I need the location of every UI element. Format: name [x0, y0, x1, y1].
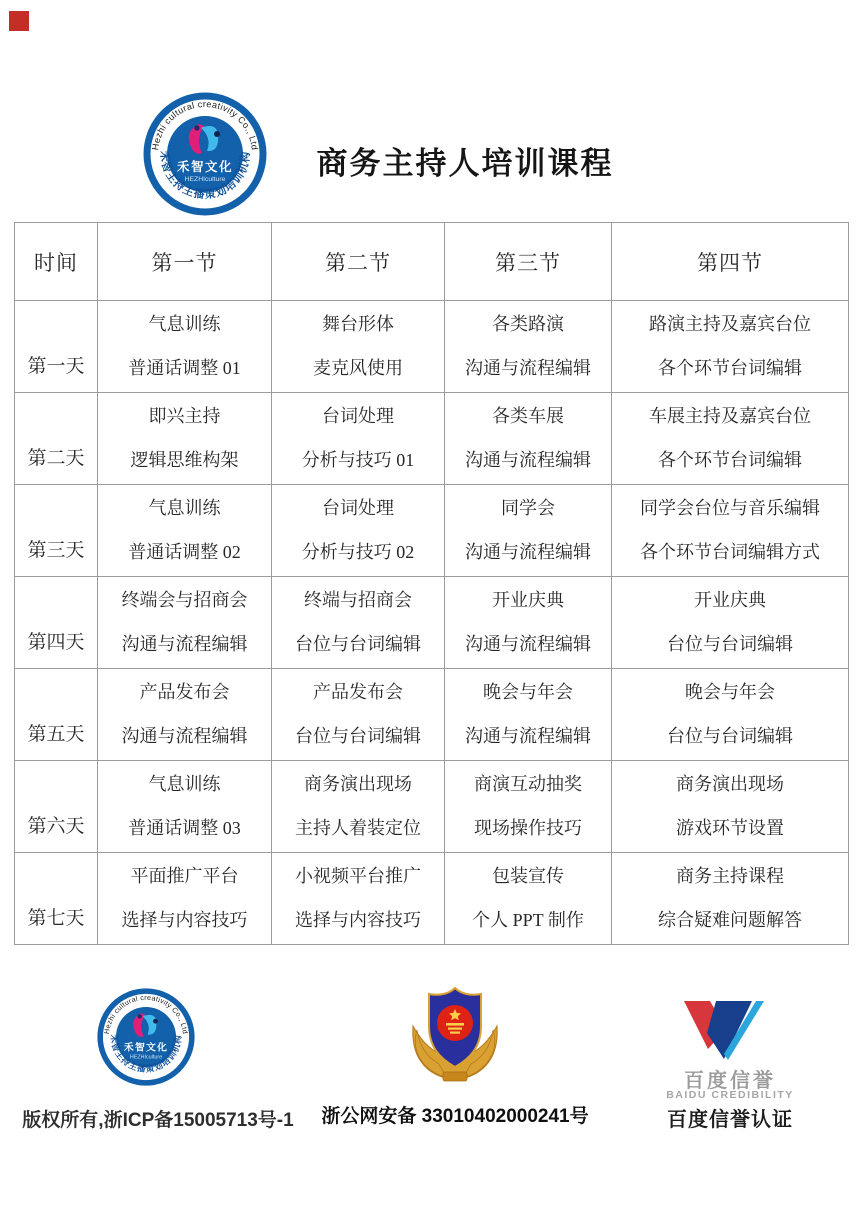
- hezhi-logo-icon: [143, 92, 267, 216]
- course-line: 商务主持课程: [676, 866, 784, 886]
- course-line: 小视频平台推广: [295, 866, 421, 886]
- course-line: 开业庆典: [492, 590, 564, 610]
- course-line: 麦克风使用: [313, 358, 403, 379]
- course-line: 终端与招商会: [304, 590, 412, 610]
- course-table: [14, 222, 849, 945]
- day-label: 第五天: [15, 669, 98, 761]
- course-cell: [272, 669, 445, 761]
- day-label: 第四天: [15, 577, 98, 669]
- course-cell: [612, 761, 849, 853]
- course-line: 台位与台词编辑: [667, 726, 793, 747]
- course-line: 路演主持及嘉宾台位: [649, 314, 811, 334]
- course-line: 沟通与流程编辑: [465, 726, 591, 747]
- day-label: 第二天: [15, 393, 98, 485]
- course-cell: [445, 393, 612, 485]
- course-line: 台位与台词编辑: [295, 634, 421, 655]
- day-label: 第六天: [15, 761, 98, 853]
- course-line: 产品发布会: [313, 682, 403, 702]
- course-line: 商演互动抽奖: [474, 774, 582, 794]
- course-line: 气息训练: [148, 498, 221, 518]
- course-line: 普通话调整 01: [128, 358, 241, 379]
- course-cell: [445, 485, 612, 577]
- course-line: 包装宣传: [492, 866, 564, 886]
- course-cell: [612, 669, 849, 761]
- course-cell: [272, 485, 445, 577]
- page-title: 商务主持人培训课程: [316, 146, 614, 181]
- baidu-credibility-cert-link[interactable]: 百度信誉认证: [667, 1109, 793, 1131]
- course-cell: [98, 577, 272, 669]
- day-label: 第三天: [15, 485, 98, 577]
- course-line: 沟通与流程编辑: [465, 358, 591, 379]
- course-cell: [98, 669, 272, 761]
- course-line: 终端会与招商会: [121, 590, 248, 610]
- course-line: 气息训练: [148, 774, 221, 794]
- course-line: 各个环节台词编辑: [658, 450, 802, 471]
- course-cell: [445, 853, 612, 945]
- police-badge-icon[interactable]: [403, 984, 507, 1086]
- course-cell: [445, 301, 612, 393]
- course-line: 台位与台词编辑: [295, 726, 421, 747]
- course-line: 开业庆典: [694, 590, 766, 610]
- hezhi-logo-footer-icon: [97, 988, 195, 1086]
- header-cell: 第三节: [445, 223, 612, 301]
- course-cell: [272, 577, 445, 669]
- course-line: 分析与技巧 01: [301, 450, 415, 471]
- course-line: 商务演出现场: [304, 774, 412, 794]
- day-label: 第七天: [15, 853, 98, 945]
- course-cell: [445, 761, 612, 853]
- course-line: 普通话调整 03: [128, 818, 241, 839]
- course-cell: [612, 577, 849, 669]
- course-line: 各个环节台词编辑方式: [640, 542, 820, 563]
- course-line: 各类路演: [492, 314, 564, 334]
- course-line: 同学会: [501, 498, 555, 518]
- course-cell: [272, 853, 445, 945]
- course-cell: [98, 761, 272, 853]
- course-cell: [272, 301, 445, 393]
- course-line: 晚会与年会: [483, 682, 573, 702]
- course-line: 同学会台位与音乐编辑: [640, 498, 820, 518]
- course-cell: [98, 485, 272, 577]
- baidu-credibility-subtitle: BAIDU CREDIBILITY: [666, 1089, 794, 1101]
- course-line: 台词处理: [322, 406, 394, 426]
- baidu-credibility-icon[interactable]: [674, 999, 782, 1061]
- course-cell: [98, 393, 272, 485]
- course-line: 分析与技巧 02: [301, 542, 415, 563]
- course-line: 各类车展: [492, 406, 564, 426]
- header-cell: 时间: [15, 223, 98, 301]
- course-line: 台位与台词编辑: [667, 634, 793, 655]
- course-line: 晚会与年会: [685, 682, 775, 702]
- course-line: 游戏环节设置: [676, 818, 784, 839]
- course-cell: [98, 301, 272, 393]
- header-cell: 第二节: [272, 223, 445, 301]
- course-line: 气息训练: [148, 314, 221, 334]
- course-line: 沟通与流程编辑: [465, 450, 591, 471]
- course-line: 舞台形体: [322, 314, 394, 334]
- course-line: 台词处理: [322, 498, 394, 518]
- course-line: 普通话调整 02: [128, 542, 241, 563]
- course-line: 平面推广平台: [130, 866, 239, 886]
- course-line: 沟通与流程编辑: [121, 634, 248, 655]
- course-cell: [612, 393, 849, 485]
- course-cell: [98, 853, 272, 945]
- course-cell: [612, 485, 849, 577]
- course-cell: [272, 761, 445, 853]
- red-corner-mark: [9, 11, 29, 31]
- course-line: 综合疑难问题解答: [658, 910, 802, 931]
- copyright-icp-text: 版权所有,浙ICP备15005713号-1: [22, 1110, 294, 1131]
- course-cell: [612, 853, 849, 945]
- course-line: 沟通与流程编辑: [121, 726, 248, 747]
- baidu-credibility-name: 百度信誉: [684, 1070, 776, 1092]
- course-line: 逻辑思维构架: [130, 450, 239, 471]
- course-cell: [445, 577, 612, 669]
- header-cell: 第四节: [612, 223, 849, 301]
- course-line: 个人 PPT 制作: [472, 910, 584, 931]
- police-record-link[interactable]: 浙公网安备 33010402000241号: [321, 1106, 589, 1127]
- header-cell: 第一节: [98, 223, 272, 301]
- course-line: 沟通与流程编辑: [465, 634, 591, 655]
- course-line: 沟通与流程编辑: [465, 542, 591, 563]
- course-cell: [612, 301, 849, 393]
- course-cell: [272, 393, 445, 485]
- course-line: 选择与内容技巧: [295, 910, 421, 931]
- course-line: 车展主持及嘉宾台位: [649, 406, 811, 426]
- course-line: 现场操作技巧: [474, 818, 582, 839]
- course-line: 商务演出现场: [676, 774, 784, 794]
- course-line: 选择与内容技巧: [121, 910, 248, 931]
- course-cell: [445, 669, 612, 761]
- course-line: 即兴主持: [148, 406, 221, 426]
- course-line: 主持人着装定位: [295, 818, 421, 839]
- day-label: 第一天: [15, 301, 98, 393]
- course-line: 各个环节台词编辑: [658, 358, 802, 379]
- course-line: 产品发布会: [139, 682, 230, 702]
